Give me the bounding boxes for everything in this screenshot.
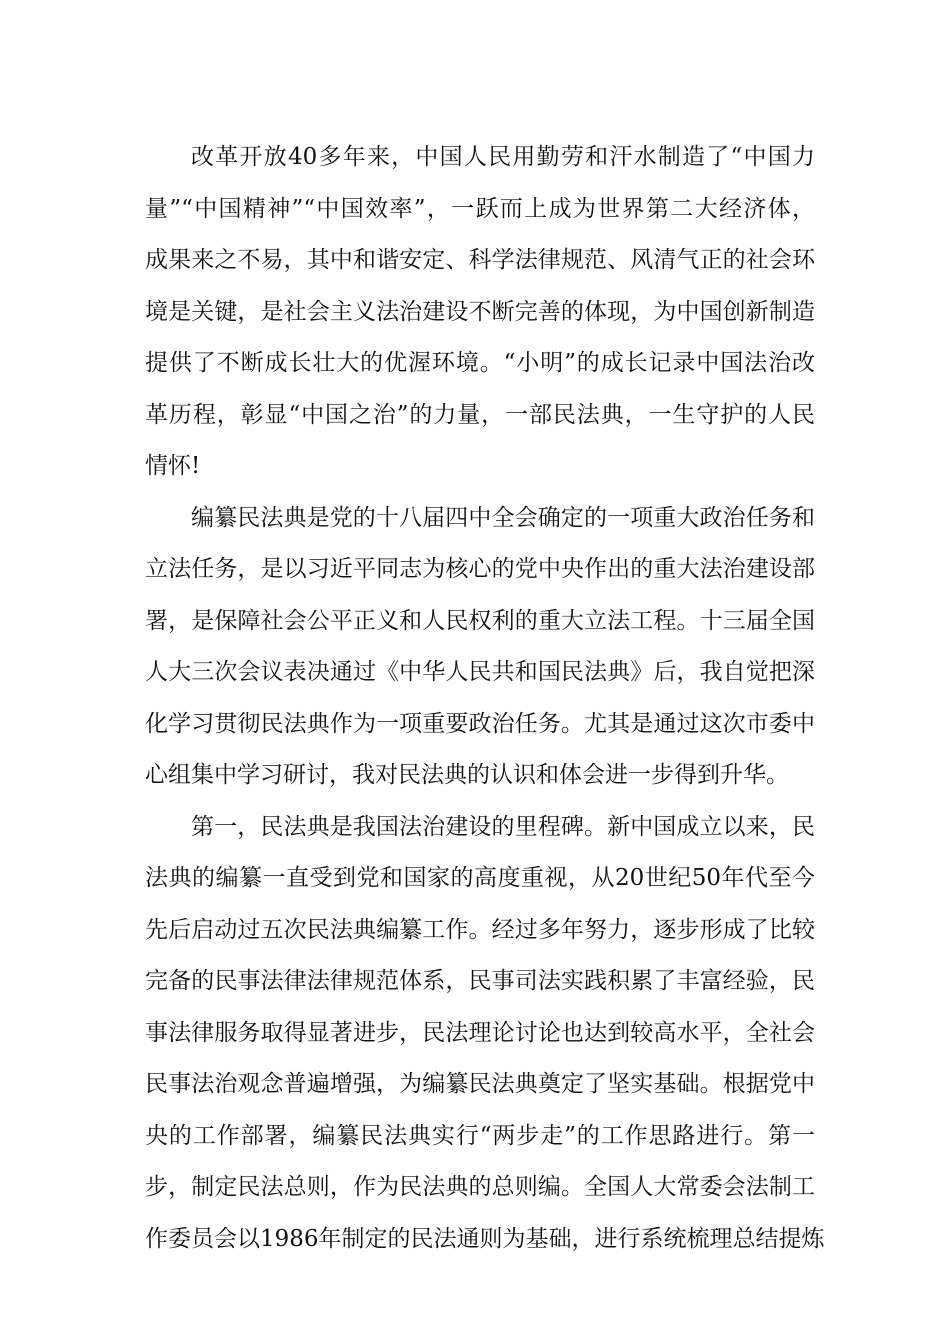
paragraph-2-line-3: 署，是保障社会公平正义和人民权利的重大立法工程。十三届全国 — [145, 607, 815, 634]
document-body — [145, 132, 825, 1265]
paragraph-2-line-1: 编纂民法典是党的十八届四中全会确定的一项重大政治任务和 — [191, 504, 815, 531]
paragraph-2-line-6: 心组集中学习研讨，我对民法典的认识和体会进一步得到升华。 — [145, 762, 789, 788]
paragraph-3-line-6: 民事法治观念普遍增强，为编纂民法典奠定了坚实基础。根据党中 — [145, 1071, 815, 1097]
paragraph-1-line-4: 境是关键，是社会主义法治建设不断完善的体现，为中国创新制造 — [145, 298, 815, 325]
paragraph-3-line-9: 作委员会以1986年制定的民法通则为基础，进行系统梳理总结提炼 — [145, 1225, 825, 1252]
paragraph-1-line-5: 提供了不断成长壮大的优渥环境。“小明”的成长记录中国法治改 — [145, 350, 815, 376]
paragraph-2-line-4: 人大三次会议表决通过《中华人民共和国民法典》后，我自觉把深 — [145, 659, 815, 685]
paragraph-3-line-3: 先后启动过五次民法典编纂工作。经过多年努力，逐步形成了比较 — [145, 916, 815, 943]
paragraph-1-line-3: 成果来之不易，其中和谐安定、科学法律规范、风清气正的社会环 — [145, 247, 815, 273]
paragraph-3-line-7: 央的工作部署，编纂民法典实行“两步走”的工作思路进行。第一 — [145, 1122, 815, 1149]
paragraph-2-line-2: 立法任务，是以习近平同志为核心的党中央作出的重大法治建设部 — [145, 556, 815, 582]
paragraph-2-line-5: 化学习贯彻民法典作为一项重要政治任务。尤其是通过这次市委中 — [145, 710, 815, 737]
paragraph-3-line-8: 步，制定民法总则，作为民法典的总则编。全国人大常委会法制工 — [145, 1174, 815, 1200]
paragraph-3-line-4: 完备的民事法律法律规范体系，民事司法实践积累了丰富经验，民 — [145, 968, 815, 994]
paragraph-3-line-2: 法典的编纂一直受到党和国家的高度重视，从20世纪50年代至今 — [145, 865, 815, 891]
paragraph-3-line-1: 第一，民法典是我国法治建设的里程碑。新中国成立以来，民 — [191, 813, 815, 840]
paragraph-1-line-1: 改革开放40多年来，中国人民用勤劳和汗水制造了“中国力 — [191, 144, 815, 170]
paragraph-1-line-7: 情怀! — [145, 453, 201, 479]
paragraph-1-line-6: 革历程，彰显“中国之治”的力量，一部民法典，一生守护的人民 — [145, 401, 815, 428]
paragraph-3-line-5: 事法律服务取得显著进步，民法理论讨论也达到较高水平，全社会 — [145, 1019, 815, 1046]
paragraph-1-line-2: 量”“中国精神”“中国效率”，一跃而上成为世界第二大经济体， — [145, 195, 815, 222]
